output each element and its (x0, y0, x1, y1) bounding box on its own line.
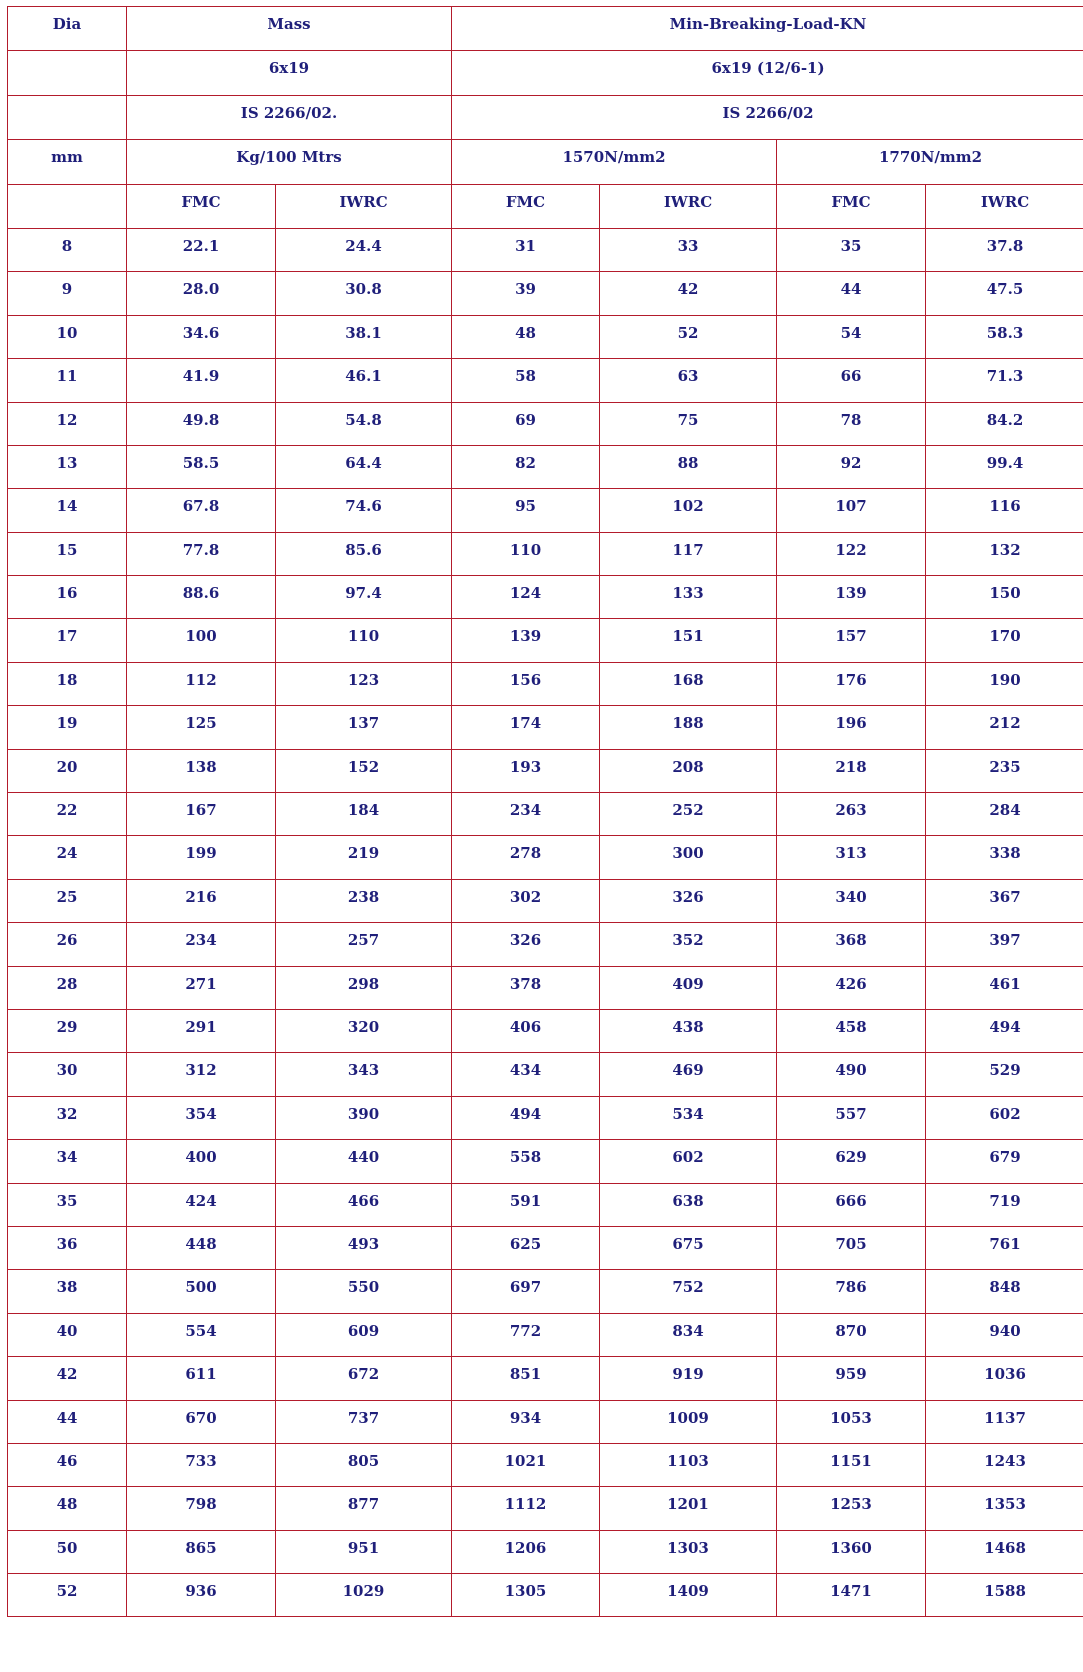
cell-mass-fmc: 67.8 (127, 489, 276, 532)
table-row (8, 315, 1083, 358)
table-row (8, 836, 1083, 879)
cell-mass-fmc: 199 (127, 836, 276, 879)
header-row-titles (8, 7, 1083, 51)
header-empty-cell (8, 95, 127, 139)
table-row (8, 923, 1083, 966)
table-row (8, 1487, 1083, 1530)
cell-1570-fmc: 406 (452, 1009, 600, 1052)
cell-mass-fmc: 271 (127, 966, 276, 1009)
cell-1570-fmc: 772 (452, 1313, 600, 1356)
cell-dia: 26 (8, 923, 127, 966)
cell-1570-iwrc: 1409 (600, 1574, 777, 1617)
header-mbl-construction: 6x19 (12/6-1) (452, 51, 1083, 95)
cell-1570-fmc: 1305 (452, 1574, 600, 1617)
table-row (8, 402, 1083, 445)
cell-1570-fmc: 591 (452, 1183, 600, 1226)
cell-1770-fmc: 629 (777, 1140, 926, 1183)
header-1770-iwrc: IWRC (926, 184, 1083, 228)
cell-1770-iwrc: 848 (926, 1270, 1083, 1313)
cell-mass-iwrc: 390 (276, 1096, 452, 1139)
cell-dia: 14 (8, 489, 127, 532)
cell-mass-iwrc: 46.1 (276, 359, 452, 402)
cell-1770-iwrc: 761 (926, 1226, 1083, 1269)
cell-dia: 22 (8, 793, 127, 836)
cell-1570-iwrc: 88 (600, 445, 777, 488)
cell-1770-iwrc: 679 (926, 1140, 1083, 1183)
cell-dia: 9 (8, 272, 127, 315)
cell-1770-fmc: 78 (777, 402, 926, 445)
cell-mass-fmc: 167 (127, 793, 276, 836)
cell-1570-fmc: 625 (452, 1226, 600, 1269)
table-row (8, 1313, 1083, 1356)
cell-dia: 13 (8, 445, 127, 488)
table-row (8, 576, 1083, 619)
cell-mass-iwrc: 951 (276, 1530, 452, 1573)
cell-1770-fmc: 490 (777, 1053, 926, 1096)
cell-1570-iwrc: 63 (600, 359, 777, 402)
cell-mass-iwrc: 123 (276, 662, 452, 705)
cell-dia: 18 (8, 662, 127, 705)
cell-1770-fmc: 786 (777, 1270, 926, 1313)
cell-1570-fmc: 558 (452, 1140, 600, 1183)
cell-dia: 36 (8, 1226, 127, 1269)
table-row (8, 1270, 1083, 1313)
header-dia: Dia (8, 7, 127, 51)
cell-mass-fmc: 112 (127, 662, 276, 705)
cell-1770-iwrc: 1243 (926, 1443, 1083, 1486)
cell-mass-fmc: 670 (127, 1400, 276, 1443)
header-row-standard (8, 95, 1083, 139)
table-row (8, 272, 1083, 315)
cell-dia: 32 (8, 1096, 127, 1139)
cell-1570-fmc: 124 (452, 576, 600, 619)
cell-1570-iwrc: 208 (600, 749, 777, 792)
table-row (8, 1357, 1083, 1400)
cell-1570-fmc: 851 (452, 1357, 600, 1400)
cell-mass-iwrc: 85.6 (276, 532, 452, 575)
cell-mass-fmc: 500 (127, 1270, 276, 1313)
cell-1570-iwrc: 752 (600, 1270, 777, 1313)
cell-dia: 44 (8, 1400, 127, 1443)
cell-1770-iwrc: 461 (926, 966, 1083, 1009)
header-grade-1570: 1570N/mm2 (452, 140, 777, 184)
header-mass-iwrc: IWRC (276, 184, 452, 228)
cell-1570-fmc: 193 (452, 749, 600, 792)
table-row (8, 1096, 1083, 1139)
cell-1770-fmc: 54 (777, 315, 926, 358)
cell-1770-fmc: 196 (777, 706, 926, 749)
cell-1570-iwrc: 919 (600, 1357, 777, 1400)
cell-1570-fmc: 494 (452, 1096, 600, 1139)
header-mass-construction: 6x19 (127, 51, 452, 95)
cell-1770-fmc: 870 (777, 1313, 926, 1356)
cell-1770-iwrc: 99.4 (926, 445, 1083, 488)
cell-mass-iwrc: 30.8 (276, 272, 452, 315)
header-mass-unit: Kg/100 Mtrs (127, 140, 452, 184)
cell-mass-fmc: 865 (127, 1530, 276, 1573)
cell-1770-iwrc: 190 (926, 662, 1083, 705)
cell-mass-fmc: 34.6 (127, 315, 276, 358)
cell-1570-fmc: 234 (452, 793, 600, 836)
cell-dia: 25 (8, 879, 127, 922)
cell-mass-fmc: 49.8 (127, 402, 276, 445)
cell-dia: 38 (8, 1270, 127, 1313)
table-row (8, 1226, 1083, 1269)
cell-1570-iwrc: 1009 (600, 1400, 777, 1443)
cell-1770-iwrc: 338 (926, 836, 1083, 879)
cell-1770-fmc: 139 (777, 576, 926, 619)
wire-rope-spec-table (7, 6, 1083, 1617)
table-row (8, 1530, 1083, 1573)
cell-dia: 10 (8, 315, 127, 358)
cell-mass-fmc: 424 (127, 1183, 276, 1226)
cell-1770-fmc: 313 (777, 836, 926, 879)
cell-1770-iwrc: 116 (926, 489, 1083, 532)
cell-mass-fmc: 100 (127, 619, 276, 662)
cell-1570-fmc: 95 (452, 489, 600, 532)
header-1770-fmc: FMC (777, 184, 926, 228)
cell-1570-fmc: 48 (452, 315, 600, 358)
cell-1770-fmc: 666 (777, 1183, 926, 1226)
cell-1770-iwrc: 529 (926, 1053, 1083, 1096)
cell-1770-fmc: 705 (777, 1226, 926, 1269)
table-row (8, 489, 1083, 532)
cell-1570-iwrc: 42 (600, 272, 777, 315)
header-mass-fmc: FMC (127, 184, 276, 228)
cell-1570-fmc: 82 (452, 445, 600, 488)
cell-mass-iwrc: 74.6 (276, 489, 452, 532)
table-row (8, 793, 1083, 836)
cell-1770-iwrc: 37.8 (926, 228, 1083, 271)
table-row (8, 619, 1083, 662)
cell-mass-fmc: 77.8 (127, 532, 276, 575)
cell-1770-fmc: 426 (777, 966, 926, 1009)
cell-mass-fmc: 354 (127, 1096, 276, 1139)
cell-dia: 48 (8, 1487, 127, 1530)
cell-1770-iwrc: 719 (926, 1183, 1083, 1226)
cell-1570-fmc: 69 (452, 402, 600, 445)
cell-1770-iwrc: 602 (926, 1096, 1083, 1139)
cell-1770-iwrc: 1588 (926, 1574, 1083, 1617)
cell-mass-iwrc: 343 (276, 1053, 452, 1096)
cell-mass-fmc: 798 (127, 1487, 276, 1530)
cell-mass-fmc: 22.1 (127, 228, 276, 271)
table-row (8, 1183, 1083, 1226)
cell-dia: 29 (8, 1009, 127, 1052)
cell-mass-iwrc: 257 (276, 923, 452, 966)
table-row (8, 1443, 1083, 1486)
cell-1570-iwrc: 409 (600, 966, 777, 1009)
cell-1770-fmc: 340 (777, 879, 926, 922)
cell-1570-fmc: 156 (452, 662, 600, 705)
cell-1770-iwrc: 397 (926, 923, 1083, 966)
table-row (8, 662, 1083, 705)
cell-dia: 35 (8, 1183, 127, 1226)
cell-1570-iwrc: 75 (600, 402, 777, 445)
cell-1770-iwrc: 58.3 (926, 315, 1083, 358)
table-row (8, 749, 1083, 792)
cell-mass-iwrc: 298 (276, 966, 452, 1009)
cell-mass-iwrc: 219 (276, 836, 452, 879)
cell-mass-iwrc: 320 (276, 1009, 452, 1052)
cell-1770-fmc: 107 (777, 489, 926, 532)
cell-1570-iwrc: 151 (600, 619, 777, 662)
cell-1770-iwrc: 1036 (926, 1357, 1083, 1400)
cell-1570-fmc: 31 (452, 228, 600, 271)
header-empty-cell (8, 184, 127, 228)
cell-1570-iwrc: 638 (600, 1183, 777, 1226)
cell-1570-iwrc: 168 (600, 662, 777, 705)
cell-dia: 17 (8, 619, 127, 662)
cell-1570-iwrc: 1303 (600, 1530, 777, 1573)
cell-mass-fmc: 448 (127, 1226, 276, 1269)
cell-1770-fmc: 92 (777, 445, 926, 488)
cell-1770-fmc: 368 (777, 923, 926, 966)
cell-dia: 15 (8, 532, 127, 575)
table-row (8, 1053, 1083, 1096)
cell-1770-iwrc: 367 (926, 879, 1083, 922)
cell-1570-iwrc: 469 (600, 1053, 777, 1096)
cell-1570-iwrc: 1201 (600, 1487, 777, 1530)
cell-1570-iwrc: 300 (600, 836, 777, 879)
header-row-units (8, 140, 1083, 184)
cell-dia: 19 (8, 706, 127, 749)
cell-mass-fmc: 554 (127, 1313, 276, 1356)
cell-1770-iwrc: 1353 (926, 1487, 1083, 1530)
cell-1570-fmc: 110 (452, 532, 600, 575)
cell-1570-fmc: 378 (452, 966, 600, 1009)
cell-1770-iwrc: 284 (926, 793, 1083, 836)
header-1570-fmc: FMC (452, 184, 600, 228)
cell-mass-iwrc: 737 (276, 1400, 452, 1443)
cell-1770-fmc: 122 (777, 532, 926, 575)
cell-mass-fmc: 88.6 (127, 576, 276, 619)
cell-1770-fmc: 1471 (777, 1574, 926, 1617)
cell-1570-iwrc: 117 (600, 532, 777, 575)
cell-1570-iwrc: 188 (600, 706, 777, 749)
cell-1570-iwrc: 834 (600, 1313, 777, 1356)
cell-mass-fmc: 312 (127, 1053, 276, 1096)
cell-1570-fmc: 58 (452, 359, 600, 402)
cell-1770-iwrc: 1137 (926, 1400, 1083, 1443)
cell-1770-fmc: 458 (777, 1009, 926, 1052)
cell-1570-fmc: 39 (452, 272, 600, 315)
wire-rope-spec-table-container (7, 6, 1083, 1617)
cell-1570-iwrc: 438 (600, 1009, 777, 1052)
cell-1770-fmc: 176 (777, 662, 926, 705)
cell-mass-fmc: 28.0 (127, 272, 276, 315)
cell-1570-fmc: 934 (452, 1400, 600, 1443)
cell-mass-fmc: 291 (127, 1009, 276, 1052)
cell-dia: 24 (8, 836, 127, 879)
table-row (8, 706, 1083, 749)
cell-dia: 16 (8, 576, 127, 619)
cell-mass-iwrc: 97.4 (276, 576, 452, 619)
cell-1770-fmc: 1053 (777, 1400, 926, 1443)
cell-mass-iwrc: 493 (276, 1226, 452, 1269)
cell-mass-fmc: 216 (127, 879, 276, 922)
cell-mass-iwrc: 152 (276, 749, 452, 792)
cell-mass-iwrc: 805 (276, 1443, 452, 1486)
cell-1770-iwrc: 235 (926, 749, 1083, 792)
cell-1570-iwrc: 352 (600, 923, 777, 966)
header-empty-cell (8, 51, 127, 95)
cell-1770-iwrc: 71.3 (926, 359, 1083, 402)
cell-1570-iwrc: 675 (600, 1226, 777, 1269)
cell-1770-iwrc: 47.5 (926, 272, 1083, 315)
cell-1770-iwrc: 1468 (926, 1530, 1083, 1573)
table-row (8, 228, 1083, 271)
table-row (8, 445, 1083, 488)
cell-1570-fmc: 697 (452, 1270, 600, 1313)
cell-mass-iwrc: 54.8 (276, 402, 452, 445)
cell-1570-iwrc: 534 (600, 1096, 777, 1139)
cell-mass-iwrc: 137 (276, 706, 452, 749)
cell-mass-iwrc: 466 (276, 1183, 452, 1226)
header-mass-standard: IS 2266/02. (127, 95, 452, 139)
cell-1570-fmc: 434 (452, 1053, 600, 1096)
cell-1570-fmc: 302 (452, 879, 600, 922)
cell-mass-iwrc: 110 (276, 619, 452, 662)
cell-mass-fmc: 733 (127, 1443, 276, 1486)
cell-1770-fmc: 263 (777, 793, 926, 836)
header-min-breaking-load: Min-Breaking-Load-KN (452, 7, 1083, 51)
cell-1770-fmc: 157 (777, 619, 926, 662)
cell-mass-fmc: 400 (127, 1140, 276, 1183)
table-row (8, 879, 1083, 922)
cell-1570-iwrc: 133 (600, 576, 777, 619)
header-row-core-types (8, 184, 1083, 228)
cell-1770-fmc: 1360 (777, 1530, 926, 1573)
cell-mass-iwrc: 184 (276, 793, 452, 836)
cell-dia: 50 (8, 1530, 127, 1573)
table-row (8, 1009, 1083, 1052)
cell-dia: 8 (8, 228, 127, 271)
cell-mass-fmc: 611 (127, 1357, 276, 1400)
cell-mass-fmc: 125 (127, 706, 276, 749)
cell-mass-fmc: 138 (127, 749, 276, 792)
cell-dia: 20 (8, 749, 127, 792)
cell-1770-fmc: 557 (777, 1096, 926, 1139)
cell-dia: 12 (8, 402, 127, 445)
cell-dia: 40 (8, 1313, 127, 1356)
cell-1770-iwrc: 84.2 (926, 402, 1083, 445)
cell-dia: 11 (8, 359, 127, 402)
cell-1570-fmc: 326 (452, 923, 600, 966)
table-row (8, 1574, 1083, 1617)
cell-mass-iwrc: 672 (276, 1357, 452, 1400)
cell-1570-iwrc: 602 (600, 1140, 777, 1183)
cell-1570-iwrc: 1103 (600, 1443, 777, 1486)
cell-1570-fmc: 278 (452, 836, 600, 879)
cell-mass-iwrc: 550 (276, 1270, 452, 1313)
cell-mass-iwrc: 609 (276, 1313, 452, 1356)
cell-1770-fmc: 44 (777, 272, 926, 315)
cell-1770-iwrc: 170 (926, 619, 1083, 662)
cell-1770-fmc: 959 (777, 1357, 926, 1400)
cell-mass-iwrc: 24.4 (276, 228, 452, 271)
cell-mass-fmc: 58.5 (127, 445, 276, 488)
cell-mass-fmc: 234 (127, 923, 276, 966)
cell-1770-iwrc: 212 (926, 706, 1083, 749)
cell-1570-iwrc: 33 (600, 228, 777, 271)
header-mass: Mass (127, 7, 452, 51)
cell-1770-iwrc: 494 (926, 1009, 1083, 1052)
header-dia-unit: mm (8, 140, 127, 184)
cell-1770-iwrc: 940 (926, 1313, 1083, 1356)
cell-1770-fmc: 1151 (777, 1443, 926, 1486)
cell-mass-iwrc: 64.4 (276, 445, 452, 488)
cell-mass-iwrc: 877 (276, 1487, 452, 1530)
cell-dia: 46 (8, 1443, 127, 1486)
cell-1570-fmc: 139 (452, 619, 600, 662)
cell-1770-fmc: 66 (777, 359, 926, 402)
cell-1570-iwrc: 52 (600, 315, 777, 358)
table-row (8, 1400, 1083, 1443)
cell-mass-iwrc: 38.1 (276, 315, 452, 358)
cell-1770-iwrc: 132 (926, 532, 1083, 575)
cell-1770-fmc: 218 (777, 749, 926, 792)
cell-1570-fmc: 1021 (452, 1443, 600, 1486)
cell-1770-iwrc: 150 (926, 576, 1083, 619)
header-row-construction (8, 51, 1083, 95)
table-row (8, 532, 1083, 575)
cell-mass-iwrc: 1029 (276, 1574, 452, 1617)
table-row (8, 1140, 1083, 1183)
cell-1770-fmc: 1253 (777, 1487, 926, 1530)
table-row (8, 966, 1083, 1009)
cell-1770-fmc: 35 (777, 228, 926, 271)
cell-mass-fmc: 41.9 (127, 359, 276, 402)
cell-mass-iwrc: 238 (276, 879, 452, 922)
cell-dia: 34 (8, 1140, 127, 1183)
cell-1570-fmc: 174 (452, 706, 600, 749)
cell-1570-iwrc: 102 (600, 489, 777, 532)
cell-dia: 52 (8, 1574, 127, 1617)
cell-mass-fmc: 936 (127, 1574, 276, 1617)
cell-1570-fmc: 1206 (452, 1530, 600, 1573)
cell-dia: 30 (8, 1053, 127, 1096)
header-mbl-standard: IS 2266/02 (452, 95, 1083, 139)
header-1570-iwrc: IWRC (600, 184, 777, 228)
cell-1570-fmc: 1112 (452, 1487, 600, 1530)
header-grade-1770: 1770N/mm2 (777, 140, 1083, 184)
cell-1570-iwrc: 326 (600, 879, 777, 922)
cell-mass-iwrc: 440 (276, 1140, 452, 1183)
cell-1570-iwrc: 252 (600, 793, 777, 836)
cell-dia: 42 (8, 1357, 127, 1400)
table-row (8, 359, 1083, 402)
cell-dia: 28 (8, 966, 127, 1009)
